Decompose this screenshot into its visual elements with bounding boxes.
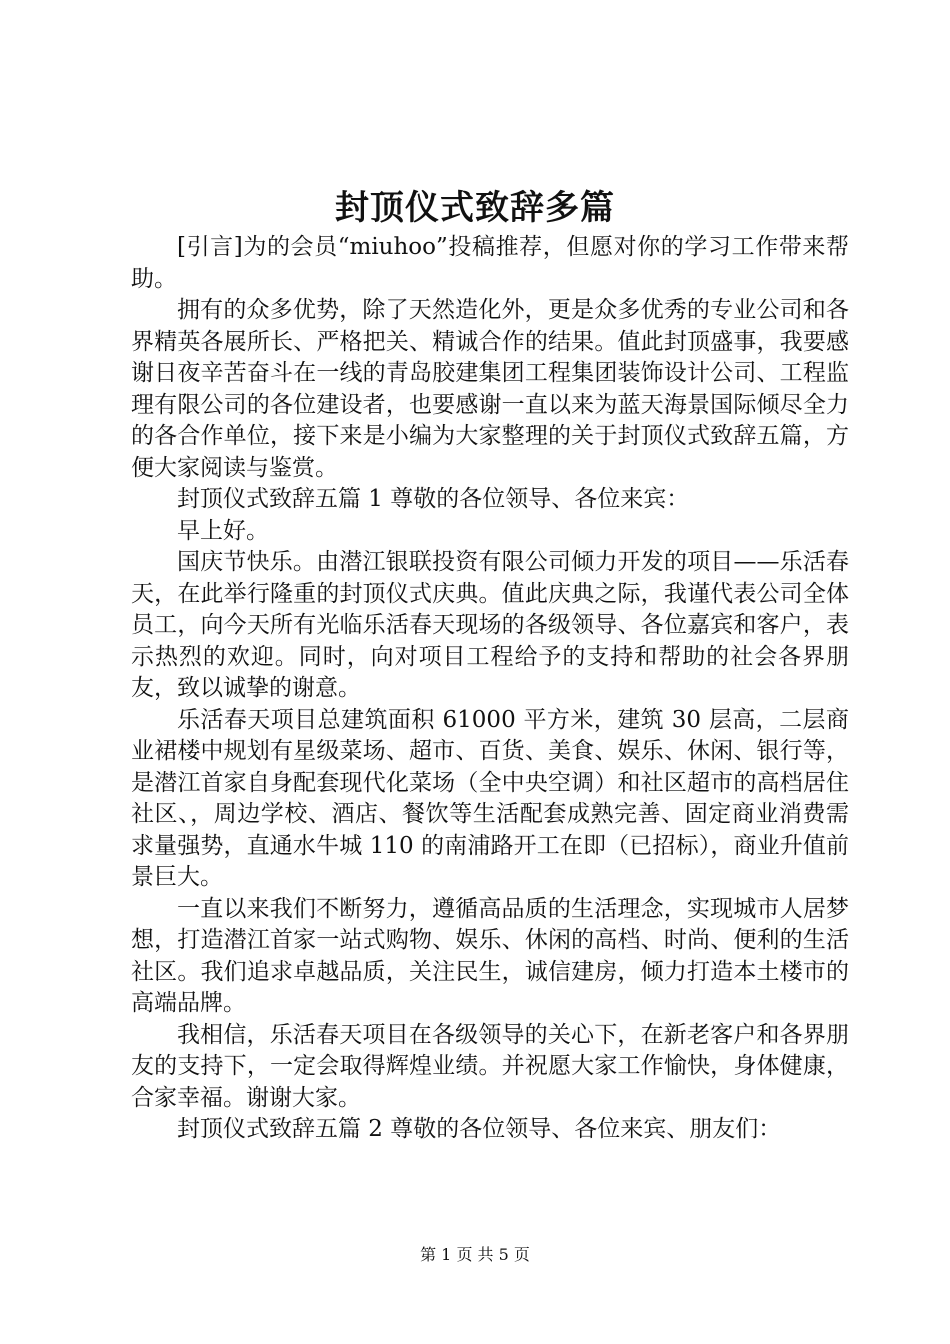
paragraph-greeting: 早上好。 bbox=[177, 517, 269, 544]
paragraph-project-overview: 乐活春天项目总建筑面积 61000 平方米，建筑 30 层高，二层商业裙楼中规划有星级菜场、超市、百货、美食、娱乐、休闲、银行等，是潜江首家自身配套现代化菜场（全中央空调）和社区超市的高档居住社区、，周边学校、酒店、餐饮等生活配套成熟完善、固定商业消费需求量强势，直通水牛城 110 的南浦路开工在即（已招标），商业升值前景巨大。 bbox=[131, 706, 849, 890]
paragraph-intro: [引言]为的会员“miuhoo”投稿推荐，但愿对你的学习工作带来帮助。 bbox=[131, 234, 849, 292]
document-body bbox=[131, 232, 849, 1146]
paragraph-national-day: 国庆节快乐。由潜江银联投资有限公司倾力开发的项目——乐活春天，在此举行隆重的封顶仪式庆典。值此庆典之际，我谨代表公司全体员工，向今天所有光临乐活春天现场的各级领导、各位嘉宾和客户，表示热烈的欢迎。同时，向对项目工程给予的支持和帮助的社会各界朋友，致以诚挚的谢意。 bbox=[131, 549, 849, 701]
paragraph-speech-1-heading: 封顶仪式致辞五篇 1 尊敬的各位领导、各位来宾： bbox=[177, 486, 690, 512]
page-footer: 第 1 页 共 5 页 bbox=[420, 1245, 530, 1264]
page-title: 封顶仪式致辞多篇 bbox=[335, 188, 615, 228]
paragraph-closing: 我相信，乐活春天项目在各级领导的关心下，在新老客户和各界朋友的支持下，一定会取得辉煌业绩。并祝愿大家工作愉快，身体健康，合家幸福。谢谢大家。 bbox=[131, 1021, 849, 1111]
paragraph-advantages: 拥有的众多优势，除了天然造化外，更是众多优秀的专业公司和各界精英各展所长、严格把关、精诚合作的结果。值此封顶盛事，我要感谢日夜辛苦奋斗在一线的青岛胶建集团工程集团装饰设计公司、工程监理有限公司的各位建设者，也要感谢一直以来为蓝天海景国际倾尽全力的各合作单位，接下来是小编为大家整理的关于封顶仪式致辞五篇，方便大家阅读与鉴赏。 bbox=[131, 297, 849, 481]
paragraph-speech-2-heading: 封顶仪式致辞五篇 2 尊敬的各位领导、各位来宾、朋友们： bbox=[177, 1116, 782, 1142]
paragraph-vision: 一直以来我们不断努力，遵循高品质的生活理念，实现城市人居梦想，打造潜江首家一站式购物、娱乐、休闲的高档、时尚、便利的生活社区。我们追求卓越品质，关注民生，诚信建房，倾力打造本土楼市的高端品牌。 bbox=[131, 895, 849, 1016]
